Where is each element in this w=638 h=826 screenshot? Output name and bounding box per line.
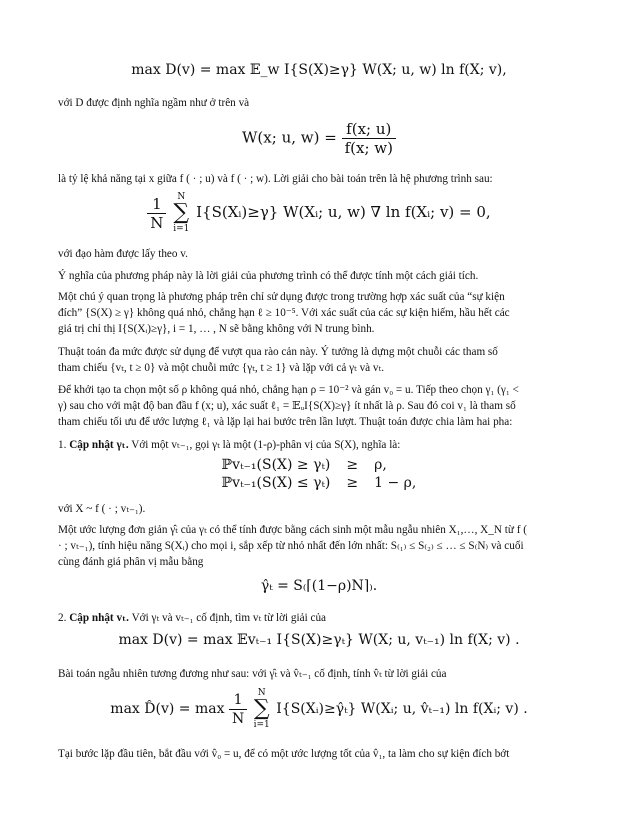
fraction-numerator: 1 [147, 195, 166, 214]
paragraph-note-line1: Một chú ý quan trọng là phương pháp trên chỉ sử dụng được trong trường hợp xác suất của “sự kiện [58, 291, 505, 303]
inequality-rhs: ρ, [374, 457, 387, 473]
step-number: 2. [58, 612, 67, 624]
sum-operator [254, 688, 270, 730]
fraction [342, 120, 396, 157]
equation-lhs: max D̂(v) = max [110, 701, 225, 717]
paragraph-x-dist: với X ~ f ( · ; vₜ₋₁). [58, 503, 146, 515]
paragraph-estimate-line1: Một ước lượng đơn giản γ̂ₜ của γₜ có thể tính được bằng cách sinh một mẫu ngẫu nhiên X₁,…, X_N từ f ( [58, 524, 527, 536]
equation-likelihood-ratio [0, 120, 638, 157]
paragraph-init-line2: γ) sau cho với mật độ ban đầu f (x; u), xác suất ℓ₁ = 𝔼ᵤI{S(X)≥γ} ít nhất là ρ. Sau đó coi v₁ là tham số [58, 400, 516, 412]
step-text: Với một vₜ₋₁, gọi γₜ là một (1-ρ)-phân vị của S(X), nghĩa là: [131, 439, 401, 451]
equation-text: γ̂ₜ = S₍⌈(1−ρ)N⌉₎. [260, 578, 378, 594]
paragraph-multilevel-line2: tham chiếu {vₜ, t ≥ 0} và một chuỗi mức {γₜ, t ≥ 1} và lặp với cả γₜ và vₜ. [58, 362, 385, 374]
step-number: 1. [58, 439, 67, 451]
sum-operator [173, 192, 189, 234]
fraction-numerator: 1 [229, 691, 247, 710]
equation-text: max D(v) = max 𝔼vₜ₋₁ I{S(X)≥γₜ} W(X; u, vₜ₋₁) ln f(X; v) . [118, 632, 520, 648]
sum-lower-limit: i=1 [253, 720, 270, 730]
fraction-denominator: N [150, 213, 164, 232]
equation-max-d [0, 62, 638, 78]
sum-upper-limit: N [177, 192, 186, 202]
paragraph-derivative: với đạo hàm được lấy theo v. [58, 248, 188, 260]
equation-lhs: W(x; u, w) = [242, 128, 337, 147]
equation-update-v [0, 632, 638, 648]
fraction-one-over-n [147, 195, 166, 232]
paragraph-init-line1: Để khởi tạo ta chọn một số ρ không quá nhỏ, chẳng hạn ρ = 10⁻² và gán v₀ = u. Tiếp theo chọn γ₁ (γ₁ < [58, 384, 519, 396]
paragraph-meaning: Ý nghĩa của phương pháp này là lời giải của phương trình có thể được tính một cách giải tích. [58, 270, 479, 282]
step-text: Với γₜ và vₜ₋₁ cố định, tìm vₜ từ lời giải của [131, 612, 327, 624]
step-title: Cập nhật γₜ. [69, 439, 129, 451]
paragraph-note-line2: đích” {S(X) ≥ γ} không quá nhỏ, chẳng hạn ℓ ≥ 10⁻⁵. Với xác suất của các sự kiện hiếm, hầu hết các [58, 307, 510, 319]
fraction-denominator: N [231, 710, 245, 727]
paragraph-init-line3: tham chiếu tối ưu để ước lượng ℓ₁ và lặp lại hai bước trên lần lượt. Thuật toán được chia làm hai pha: [58, 416, 513, 428]
fraction-one-over-n [229, 691, 247, 728]
inequality-lhs: ℙvₜ₋₁(S(X) ≤ γₜ) [221, 475, 331, 491]
paragraph-define-d: với D được định nghĩa ngầm như ở trên và [58, 97, 250, 109]
paragraph-estimate-line2: · ; vₜ₋₁), tính hiệu năng S(Xᵢ) cho mọi i, sắp xếp từ nhỏ nhất đến lớn nhất: S₍₁₎ ≤ S₍₂₎ ≤ … ≤ S₍N₎ và cuối [58, 540, 524, 552]
sum-symbol: ∑ [253, 696, 270, 721]
fraction-denominator: f(x; w) [344, 139, 393, 157]
paragraph-ratio: là tỷ lệ khả năng tại x giữa f ( · ; u) và f ( · ; w). Lời giải cho bài toán trên là hệ phương trình sau: [58, 173, 493, 185]
step1-heading [58, 437, 588, 453]
equation-sample-quantile [0, 578, 638, 594]
step2-heading [58, 610, 588, 626]
sum-lower-limit: i=1 [173, 224, 190, 234]
equation-body: I{S(Xᵢ)≥γ} W(Xᵢ; u, w) ∇ ln f(Xᵢ; v) = 0, [196, 203, 491, 221]
sum-upper-limit: N [257, 688, 266, 698]
equation-body: I{S(Xᵢ)≥γ̂ₜ} W(Xᵢ; u, v̂ₜ₋₁) ln f(Xᵢ; v) . [276, 701, 528, 717]
inequality-row [214, 456, 425, 474]
inequality-rhs: 1 − ρ, [374, 475, 417, 491]
inequality-array [214, 456, 425, 492]
equation-stochastic-counterpart [0, 688, 638, 730]
inequality-op: ≥ [346, 457, 359, 473]
paragraph-multilevel-line1: Thuật toán đa mức được sử dụng để vượt qua rào cản này. Ý tưởng là dựng một chuỗi các tham số [58, 346, 498, 358]
paragraph-stochastic: Bài toán ngẫu nhiên tương đương như sau: với γ̂ₜ và v̂ₜ₋₁ cố định, tính v̂ₜ từ lời giải của [58, 668, 447, 680]
fraction-numerator: f(x; u) [342, 120, 396, 139]
inequality-row [214, 474, 425, 492]
paragraph-estimate-line3: cùng đánh giá phân vị mẫu bằng [58, 556, 204, 568]
equation-text: max D(v) = max 𝔼_w I{S(X)≥γ} W(X; u, w) ln f(X; v), [131, 62, 507, 78]
paragraph-first-iteration: Tại bước lặp đầu tiên, bắt đầu với v̂₀ = u, để có một ước lượng tốt của v̂₁, ta làm cho sự kiện đích bớt [58, 748, 510, 760]
step-title: Cập nhật vₜ. [69, 612, 129, 624]
sum-symbol: ∑ [173, 200, 190, 225]
inequality-op: ≥ [346, 475, 359, 491]
equation-gradient-system [0, 192, 638, 234]
equation-quantile-conditions [0, 456, 638, 492]
inequality-lhs: ℙvₜ₋₁(S(X) ≥ γₜ) [221, 457, 331, 473]
paragraph-note-line3: giá trị chỉ thị I{S(Xᵢ)≥γ}, i = 1, … , N sẽ bằng không với N trung bình. [58, 323, 375, 335]
